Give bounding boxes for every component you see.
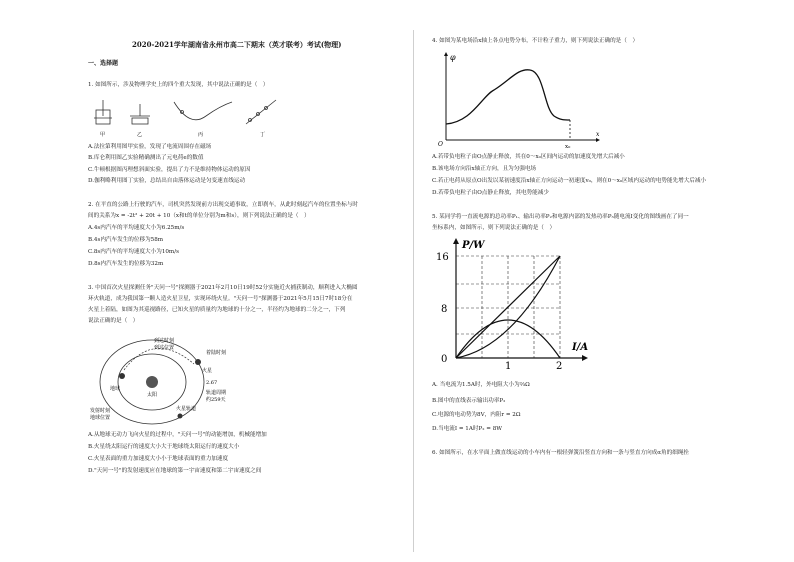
- q4-option-b[interactable]: B.该电场方向沿x轴正方向，且为匀强电场: [432, 166, 537, 172]
- label-sun: 太阳: [147, 392, 158, 398]
- ytick-16: 16: [436, 252, 449, 263]
- xtick-1: 1: [505, 361, 512, 372]
- q3-stem-line2: 环火轨道，成为我国第一颗人造火星卫星，实现环绕火星。"天问一号"探测器于2021年5月15日7时18分在: [88, 296, 353, 302]
- figure-bing: [174, 102, 232, 120]
- q1-figures: [90, 96, 280, 138]
- fig-label-bing: 丙: [198, 132, 204, 138]
- label-launch-time: 发射时刻: [90, 408, 111, 414]
- q5-stem-line1: 5. 某同学将一直流电源的总功率P₁、输出功率P₂和电源内部的发热功率P₃随电流I变化的图线画在了同一: [432, 214, 689, 220]
- ytick-8: 8: [441, 304, 448, 315]
- label-earth-position: 地球位置: [90, 415, 111, 421]
- q5-option-c[interactable]: C.电源的电动势为8V，内阻r = 2Ω: [432, 412, 521, 418]
- exam-title: 2020-2021学年湖南省永州市高二下期末（英才联考）考试(物理): [132, 40, 342, 49]
- q2-option-d[interactable]: D.8s内汽车发生的位移为32m: [88, 261, 164, 267]
- q4-potential-graph: [432, 50, 602, 150]
- fig-label-yi: 乙: [137, 132, 143, 138]
- label-arrival-time: 到达时刻: [154, 338, 175, 344]
- q4-option-c[interactable]: C.若正电荷从原点O出发以某初速度沿x轴正方向运动一初速度v₀，则在0～x₀区域内运动的电势能先增大后减小: [432, 178, 707, 184]
- q5-stem-line2: 坐标系内，如图所示，则下列说法正确的是（ ）: [432, 225, 556, 231]
- q3-option-c[interactable]: C.火星表面的重力加速度大小小于地球表面的重力加速度: [88, 456, 229, 462]
- q4-option-a[interactable]: A.若带负电粒子由O点静止释放，其在0～x₀区间内运动的加速度先增大后减小: [432, 154, 625, 160]
- power-axis-label: P/W: [462, 240, 485, 251]
- mars-icon: [195, 359, 201, 365]
- q2-option-c[interactable]: C.8s内汽车的平均速度大小为10m/s: [88, 249, 179, 255]
- q3-option-a[interactable]: A.从地球无动力飞向火星的过程中，"天问一号"的动能增加，机械能增加: [88, 432, 267, 438]
- q2-stem-line2: 间的关系为x = -2t² + 20t + 10（x和t的单位分别为m和s），则下列说法正确的是（ ）: [88, 213, 310, 219]
- fig-label-ding: 丁: [260, 132, 266, 138]
- q4-stem: 4. 如图为某电场沿x轴上各点电势分布，不计粒子重力，则下列说法正确的是（ ）: [432, 38, 639, 44]
- fig-label-jia: 甲: [100, 132, 106, 138]
- q1-option-a[interactable]: A.法拉第利用图甲实验，发现了电流周围存在磁场: [88, 144, 212, 150]
- q5-power-graph: [432, 238, 602, 370]
- figure-yi: [130, 104, 150, 124]
- q1-option-c[interactable]: C.牛顿根据图丙理想斜面实验，提出了力不是维持物体运动的原因: [88, 167, 251, 173]
- mars-landing-icon: [178, 414, 183, 419]
- phi-axis-label: φ: [450, 53, 456, 62]
- q1-option-b[interactable]: B.库仑利用图乙实验精确测出了元电荷e的数值: [88, 155, 204, 161]
- x-axis-label: x: [596, 131, 600, 138]
- section-heading: 一、选择题: [88, 60, 119, 67]
- transfer-orbit: [124, 348, 194, 370]
- figure-ding: [246, 100, 276, 124]
- label-value: 2.67: [206, 380, 218, 386]
- label-period-days: 约259天: [206, 397, 226, 403]
- q4-option-d[interactable]: D.若带负电粒子由O点静止释放，其电势能减少: [432, 190, 549, 196]
- q6-stem: 6. 如图所示，在水平面上做直线运动的小车内有一根轻弹簧沿竖直方向和一条与竖直方向成α角的细绳拴: [432, 450, 690, 456]
- potential-curve: [446, 70, 570, 124]
- q1-stem: 1. 如图所示，涉及物理学史上的四个重大发现，其中说法正确的是（ ）: [88, 82, 269, 88]
- q5-option-b[interactable]: B.图中的直线表示输出功率P₂: [432, 398, 506, 404]
- q2-option-a[interactable]: A.4s内汽车的平均速度大小为6.25m/s: [88, 225, 185, 231]
- label-earth: 地球: [110, 386, 121, 392]
- sun-icon: [146, 376, 158, 388]
- label-mars-orbit: 火星轨道: [176, 406, 197, 412]
- q3-orbit-figure: [90, 330, 234, 430]
- q2-option-b[interactable]: B.4s内汽车发生的位移为58m: [88, 237, 164, 243]
- q5-option-a[interactable]: A. 当电流为1.5A时，外电阻大小为⅔Ω: [432, 382, 530, 388]
- q3-option-b[interactable]: B.火星绕太阳运行的速度大小大于地球绕太阳运行的速度大小: [88, 444, 240, 450]
- q3-stem-line3: 火星上着陆，如图为其巡视路径，已知火星的质量约为地球的十分之一，半径约为地球的二分之一，下列: [88, 307, 346, 313]
- q3-stem-line4: 说法正确的是（ ）: [88, 318, 139, 324]
- current-axis-label: I/A: [572, 342, 589, 353]
- label-arrival-position: 到达位置: [154, 345, 175, 351]
- figure-jia: [94, 100, 112, 124]
- earth-icon: [119, 373, 125, 379]
- q3-stem-line1: 3. 中国首次火星探测任务"天问一号"探测器于2021年2月10日19时52分实施近火捕获制动，顺利进入大椭圆: [88, 285, 358, 291]
- xtick-2: 2: [556, 361, 563, 372]
- x0-label: x₀: [565, 144, 571, 150]
- q2-stem-line1: 2. 在平直的公路上行驶的汽车，司机突然发现前方出现交通事故，立即刹车，从此时刻起汽车的位置坐标与时: [88, 202, 359, 208]
- origin-label: O: [438, 141, 443, 148]
- q5-option-d[interactable]: D.当电流I = 1A时P₂ = 8W: [432, 426, 503, 432]
- label-landing-time: 着陆时刻: [206, 350, 227, 356]
- column-divider: [413, 30, 414, 552]
- q3-option-d[interactable]: D."天问一号"的发射速度应在地球的第一宇宙速度和第二宇宙速度之间: [88, 468, 262, 474]
- ytick-0: 0: [441, 354, 448, 365]
- q1-option-d[interactable]: D.伽利略利用图丁实验，总结出自由落体运动是匀变速直线运动: [88, 178, 246, 184]
- label-orbit-period: 轨道周期: [206, 390, 227, 396]
- label-mars: 火星: [202, 368, 213, 374]
